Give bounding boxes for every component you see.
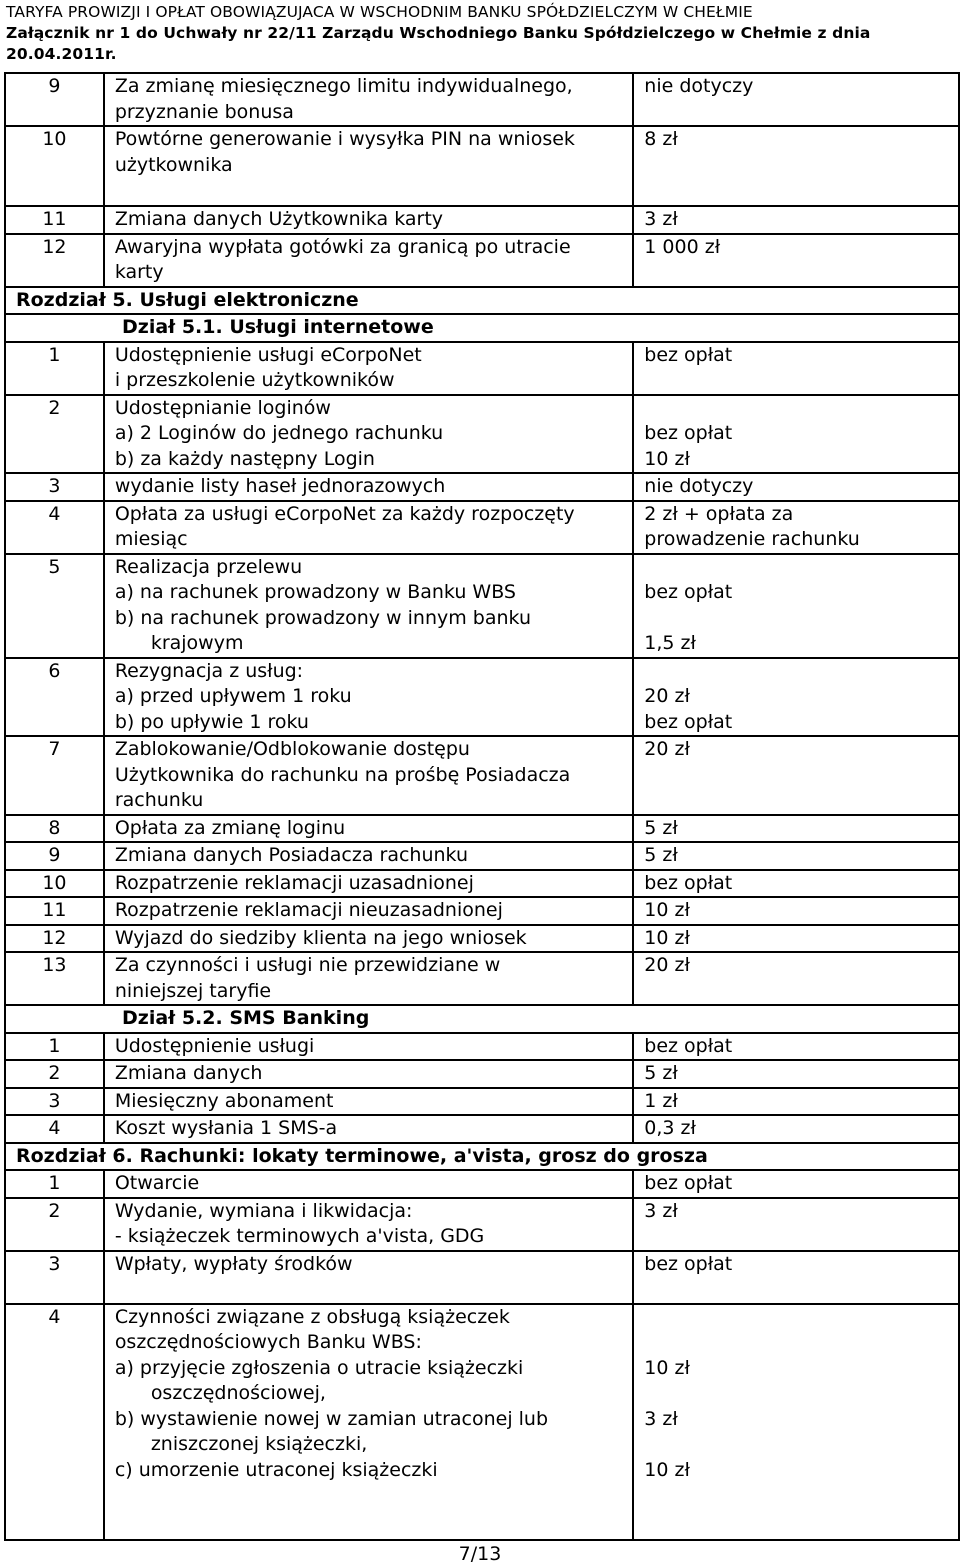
section-heading: Dział 5.2. SMS Banking bbox=[5, 1005, 959, 1033]
row-fee bbox=[633, 1198, 959, 1251]
cell-line: b) wystawienie nowej w zamian utraconej lub bbox=[114, 1407, 549, 1430]
cell-line: bez opłat bbox=[644, 581, 733, 603]
section-heading-row bbox=[5, 287, 959, 315]
table-row bbox=[5, 897, 959, 925]
row-fee bbox=[633, 1060, 959, 1088]
cell-line: 5 zł bbox=[644, 816, 678, 839]
fee-table bbox=[4, 72, 960, 1541]
table-row bbox=[5, 1088, 959, 1116]
cell-line: 20 zł bbox=[644, 954, 690, 976]
cell-line: Udostępnienie usługi bbox=[114, 1034, 315, 1057]
row-fee bbox=[633, 870, 959, 898]
cell-line: Miesięczny abonament bbox=[114, 1089, 334, 1112]
row-description bbox=[104, 1170, 633, 1198]
row-description bbox=[104, 1060, 633, 1088]
row-description bbox=[104, 473, 633, 501]
cell-line: a) na rachunek prowadzony w Banku WBS bbox=[114, 581, 516, 603]
row-number: 11 bbox=[5, 206, 104, 234]
cell-line: Za czynności i usługi nie przewidziane w bbox=[114, 954, 501, 976]
cell-line: miesiąc bbox=[114, 528, 188, 550]
cell-line: przyznanie bonusa bbox=[114, 100, 294, 123]
cell-line: Rozpatrzenie reklamacji uzasadnionej bbox=[114, 871, 474, 894]
cell-line: bez opłat bbox=[644, 1172, 733, 1194]
cell-line: bez opłat bbox=[644, 1252, 733, 1275]
cell-line: a) 2 Loginów do jednego rachunku bbox=[114, 422, 444, 444]
row-fee bbox=[633, 1033, 959, 1061]
cell-line: 1 000 zł bbox=[644, 235, 721, 258]
row-number: 2 bbox=[5, 1060, 104, 1088]
row-fee bbox=[633, 126, 959, 206]
row-fee bbox=[633, 952, 959, 1005]
cell-line: Zmiana danych Użytkownika karty bbox=[114, 208, 444, 230]
row-number: 1 bbox=[5, 342, 104, 395]
table-row bbox=[5, 395, 959, 474]
row-description bbox=[104, 73, 633, 126]
cell-line: 20 zł bbox=[644, 738, 690, 760]
cell-line: b) na rachunek prowadzony w innym banku bbox=[114, 606, 531, 629]
cell-line bbox=[115, 1277, 632, 1303]
cell-line: 5 zł bbox=[644, 844, 678, 866]
cell-line: wydanie listy haseł jednorazowych bbox=[114, 475, 446, 497]
table-row bbox=[5, 1304, 959, 1540]
cell-line: b) za każdy następny Login bbox=[114, 447, 375, 470]
cell-line bbox=[644, 1330, 958, 1356]
section-heading: Dział 5.1. Usługi internetowe bbox=[5, 314, 959, 342]
cell-line bbox=[644, 659, 958, 685]
row-number: 1 bbox=[5, 1033, 104, 1061]
row-number: 4 bbox=[5, 1304, 104, 1540]
table-row bbox=[5, 501, 959, 554]
cell-line: 10 zł bbox=[644, 447, 690, 470]
table-row bbox=[5, 126, 959, 206]
row-number: 13 bbox=[5, 952, 104, 1005]
page-number: 7/13 bbox=[458, 1543, 502, 1565]
cell-line: Wpłaty, wypłaty środków bbox=[114, 1252, 353, 1275]
row-description bbox=[104, 1115, 633, 1143]
cell-line: Awaryjna wypłata gotówki za granicą po utracie bbox=[114, 235, 571, 258]
cell-line: niniejszej taryfie bbox=[114, 979, 272, 1002]
section-heading: Rozdział 5. Usługi elektroniczne bbox=[5, 287, 959, 315]
row-description bbox=[104, 925, 633, 953]
cell-line bbox=[644, 1483, 958, 1509]
row-description bbox=[104, 1251, 633, 1304]
cell-line: bez opłat bbox=[644, 871, 733, 894]
cell-line: Rezygnacja z usług: bbox=[114, 659, 304, 682]
table-row bbox=[5, 206, 959, 234]
row-number: 9 bbox=[5, 842, 104, 870]
cell-line: Otwarcie bbox=[114, 1172, 200, 1194]
row-fee bbox=[633, 554, 959, 658]
cell-line: Czynności związane z obsługą książeczek bbox=[114, 1305, 510, 1328]
cell-line: Za zmianę miesięcznego limitu indywidualnego, bbox=[114, 75, 573, 97]
cell-line bbox=[644, 1381, 958, 1407]
cell-line: nie dotyczy bbox=[644, 75, 754, 97]
cell-line bbox=[644, 396, 958, 422]
cell-line: i przeszkolenie użytkowników bbox=[114, 369, 395, 391]
table-row bbox=[5, 342, 959, 395]
cell-line: Zmiana danych bbox=[114, 1062, 263, 1084]
cell-line: krajowym bbox=[150, 632, 244, 654]
header-subtitle: Załącznik nr 1 do Uchwały nr 22/11 Zarządu Wschodniego Banku Spółdzielczego w Chełmie z dnia 20.04.2011r. bbox=[6, 24, 871, 63]
table-row bbox=[5, 815, 959, 843]
row-fee bbox=[633, 395, 959, 474]
row-number: 4 bbox=[5, 501, 104, 554]
cell-line: Realizacja przelewu bbox=[114, 555, 303, 578]
row-fee bbox=[633, 658, 959, 737]
cell-line: a) przyjęcie zgłoszenia o utracie książeczki bbox=[114, 1356, 524, 1379]
row-description bbox=[104, 342, 633, 395]
row-description bbox=[104, 952, 633, 1005]
row-fee bbox=[633, 1115, 959, 1143]
row-fee bbox=[633, 206, 959, 234]
cell-line: a) przed upływem 1 roku bbox=[114, 685, 352, 707]
row-fee bbox=[633, 1251, 959, 1304]
table-row bbox=[5, 1033, 959, 1061]
table-row bbox=[5, 554, 959, 658]
row-fee bbox=[633, 501, 959, 554]
row-number: 12 bbox=[5, 234, 104, 287]
row-fee bbox=[633, 473, 959, 501]
cell-line bbox=[644, 1305, 958, 1331]
cell-line: Zablokowanie/Odblokowanie dostępu bbox=[114, 738, 470, 760]
row-description bbox=[104, 1033, 633, 1061]
cell-line: Opłata za usługi eCorpoNet za każdy rozpoczęty bbox=[114, 502, 575, 525]
cell-line: 8 zł bbox=[644, 128, 678, 150]
section-heading-row bbox=[5, 1143, 959, 1171]
cell-line: Wyjazd do siedziby klienta na jego wniosek bbox=[114, 926, 527, 949]
cell-line: Udostępnianie loginów bbox=[114, 396, 331, 419]
row-fee bbox=[633, 842, 959, 870]
cell-line: 2 zł + opłata za bbox=[644, 502, 794, 525]
row-fee bbox=[633, 897, 959, 925]
cell-line: 10 zł bbox=[644, 1356, 690, 1379]
cell-line: Opłata za zmianę loginu bbox=[114, 816, 346, 839]
section-heading: Rozdział 6. Rachunki: lokaty terminowe, a'vista, grosz do grosza bbox=[5, 1143, 959, 1171]
row-description bbox=[104, 395, 633, 474]
cell-line: - książeczek terminowych a'vista, GDG bbox=[114, 1225, 485, 1247]
row-number: 3 bbox=[5, 1088, 104, 1116]
cell-line: 3 zł bbox=[644, 1199, 678, 1222]
document-header bbox=[6, 2, 960, 65]
table-row bbox=[5, 1251, 959, 1304]
row-fee bbox=[633, 342, 959, 395]
section-heading-row bbox=[5, 314, 959, 342]
header-title: TARYFA PROWIZJI I OPŁAT OBOWIĄZUJACA W WSCHODNIM BANKU SPÓŁDZIELCZYM W CHEŁMIE bbox=[6, 3, 753, 21]
cell-line: 5 zł bbox=[644, 1062, 678, 1084]
cell-line: 10 zł bbox=[644, 1458, 690, 1481]
row-number: 11 bbox=[5, 897, 104, 925]
table-row bbox=[5, 234, 959, 287]
row-number: 3 bbox=[5, 473, 104, 501]
cell-line bbox=[644, 1432, 958, 1458]
cell-line: Zmiana danych Posiadacza rachunku bbox=[114, 844, 469, 866]
cell-line: Powtórne generowanie i wysyłka PIN na wniosek bbox=[114, 128, 575, 150]
cell-line bbox=[644, 606, 958, 632]
row-number: 10 bbox=[5, 870, 104, 898]
cell-line: c) umorzenie utraconej książeczki bbox=[114, 1458, 438, 1481]
row-description bbox=[104, 842, 633, 870]
cell-line: 20 zł bbox=[644, 685, 690, 707]
cell-line: karty bbox=[114, 261, 164, 283]
row-description bbox=[104, 1088, 633, 1116]
cell-line: 1,5 zł bbox=[644, 632, 696, 654]
table-row bbox=[5, 842, 959, 870]
table-row bbox=[5, 925, 959, 953]
row-fee bbox=[633, 73, 959, 126]
table-row bbox=[5, 870, 959, 898]
table-row bbox=[5, 1170, 959, 1198]
cell-line: nie dotyczy bbox=[644, 475, 754, 497]
table-row bbox=[5, 1060, 959, 1088]
cell-line: bez opłat bbox=[644, 710, 733, 733]
row-number: 2 bbox=[5, 1198, 104, 1251]
row-number: 7 bbox=[5, 736, 104, 815]
cell-line: Udostępnienie usługi eCorpoNet bbox=[114, 343, 422, 366]
cell-line: 1 zł bbox=[644, 1089, 678, 1112]
row-fee bbox=[633, 234, 959, 287]
row-description bbox=[104, 234, 633, 287]
row-description bbox=[104, 206, 633, 234]
cell-line: prowadzenie rachunku bbox=[644, 528, 860, 550]
row-description bbox=[104, 815, 633, 843]
row-description bbox=[104, 554, 633, 658]
row-description bbox=[104, 1198, 633, 1251]
row-number: 9 bbox=[5, 73, 104, 126]
cell-line: oszczędnościowych Banku WBS: bbox=[114, 1331, 422, 1353]
cell-line: 10 zł bbox=[644, 926, 690, 949]
row-description bbox=[104, 126, 633, 206]
row-number: 5 bbox=[5, 554, 104, 658]
row-fee bbox=[633, 1304, 959, 1540]
section-heading-row bbox=[5, 1005, 959, 1033]
row-description bbox=[104, 501, 633, 554]
cell-line: oszczędnościowej, bbox=[150, 1382, 326, 1404]
cell-line: Rozpatrzenie reklamacji nieuzasadnionej bbox=[114, 899, 503, 921]
cell-line: 0,3 zł bbox=[644, 1117, 696, 1139]
table-row bbox=[5, 1198, 959, 1251]
row-fee bbox=[633, 1088, 959, 1116]
table-row bbox=[5, 473, 959, 501]
cell-line: Wydanie, wymiana i likwidacja: bbox=[114, 1199, 413, 1222]
table-row bbox=[5, 736, 959, 815]
row-number: 1 bbox=[5, 1170, 104, 1198]
cell-line: 3 zł bbox=[644, 1407, 678, 1430]
cell-line: Koszt wysłania 1 SMS-a bbox=[114, 1117, 338, 1139]
row-number: 6 bbox=[5, 658, 104, 737]
row-description bbox=[104, 870, 633, 898]
row-number: 3 bbox=[5, 1251, 104, 1304]
cell-line: bez opłat bbox=[644, 343, 733, 366]
row-fee bbox=[633, 736, 959, 815]
cell-line: zniszczonej książeczki, bbox=[150, 1433, 368, 1455]
row-fee bbox=[633, 815, 959, 843]
row-number: 8 bbox=[5, 815, 104, 843]
row-number: 2 bbox=[5, 395, 104, 474]
table-row bbox=[5, 658, 959, 737]
table-row bbox=[5, 73, 959, 126]
table-row bbox=[5, 952, 959, 1005]
cell-line: rachunku bbox=[114, 789, 204, 811]
cell-line: 10 zł bbox=[644, 899, 690, 921]
row-number: 12 bbox=[5, 925, 104, 953]
cell-line: Użytkownika do rachunku na prośbę Posiadacza bbox=[114, 763, 571, 786]
row-number: 10 bbox=[5, 126, 104, 206]
row-description bbox=[104, 1304, 633, 1540]
row-number: 4 bbox=[5, 1115, 104, 1143]
row-description bbox=[104, 897, 633, 925]
row-description bbox=[104, 736, 633, 815]
cell-line: bez opłat bbox=[644, 1034, 733, 1057]
cell-line: 3 zł bbox=[644, 208, 678, 230]
row-description bbox=[104, 658, 633, 737]
row-fee bbox=[633, 925, 959, 953]
cell-line bbox=[644, 555, 958, 581]
cell-line: b) po upływie 1 roku bbox=[114, 710, 309, 733]
row-fee bbox=[633, 1170, 959, 1198]
cell-line: bez opłat bbox=[644, 422, 733, 444]
cell-line bbox=[115, 1483, 632, 1509]
table-row bbox=[5, 1115, 959, 1143]
cell-line: użytkownika bbox=[114, 153, 233, 176]
